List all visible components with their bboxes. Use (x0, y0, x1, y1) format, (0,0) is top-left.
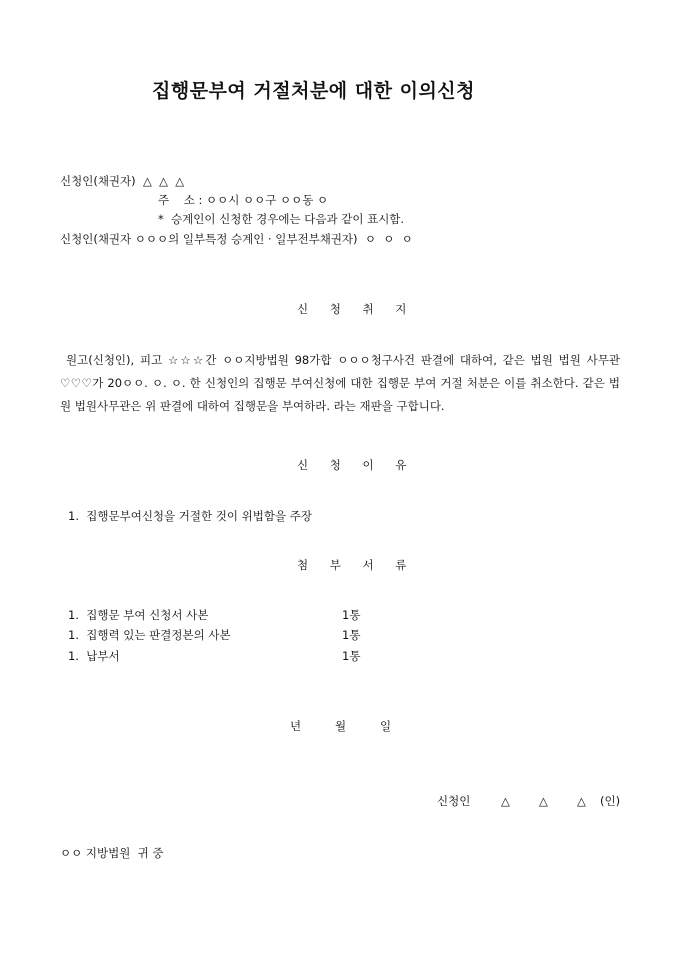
date-month: 월 (335, 719, 347, 733)
signature-name-1: △ (501, 794, 510, 808)
attachment-qty: 1통 (342, 608, 361, 622)
date-day: 일 (380, 719, 392, 733)
date-year: 년 (290, 719, 302, 733)
successor-applicant-line: 신청인(채권자 ㅇㅇㅇ의 일부특정 승계인 · 일부전부채권자) ㅇ ㅇ ㅇ (60, 232, 413, 246)
attachment-qty: 1통 (342, 649, 361, 663)
court-addressee: ㅇㅇ 지방법원 귀 중 (60, 846, 164, 860)
attachment-name: 1. 집행력 있는 판결정본의 사본 (68, 628, 231, 642)
seal-mark: (인) (600, 794, 621, 808)
attachments-heading: 첨 부 서 류 (297, 558, 416, 572)
reason-item: 1. 집행문부여신청을 거절한 것이 위법함을 주장 (68, 509, 312, 523)
successor-note: * 승계인이 신청한 경우에는 다음과 같이 표시함. (158, 212, 405, 226)
signature-label: 신청인 (437, 794, 471, 808)
reason-heading: 신 청 이 유 (297, 458, 416, 472)
signature-name-2: △ (539, 794, 548, 808)
attachment-qty: 1통 (342, 628, 361, 642)
purpose-text: 원고(신청인), 피고 ☆☆☆간 ㅇㅇ지방법원 98가합 ㅇㅇㅇ청구사건 판결에 대하여, 같은 법원 법원 사무관 ♡♡♡가 20ㅇㅇ. ㅇ. ㅇ. 한 신청인의 집행문 부여신청에 대한 집행문 부여 거절 처분은 이를 취소한다. 같은 법원 법원사무관은 위 판결에 대하여 집행문을 부여하라. 라는 재판을 구합니다. (60, 353, 620, 413)
purpose-heading: 신 청 취 지 (297, 302, 416, 316)
attachment-name: 1. 납부서 (68, 649, 120, 663)
purpose-body (60, 349, 620, 418)
signature-name-3: △ (577, 794, 586, 808)
document-title: 집행문부여 거절처분에 대한 이의신청 (152, 80, 476, 102)
applicant-line: 신청인(채권자) △ △ △ (60, 174, 185, 188)
attachment-name: 1. 집행문 부여 신청서 사본 (68, 608, 209, 622)
applicant-address: 주 소 : ㅇㅇ시 ㅇㅇ구 ㅇㅇ동 ㅇ (158, 193, 329, 207)
